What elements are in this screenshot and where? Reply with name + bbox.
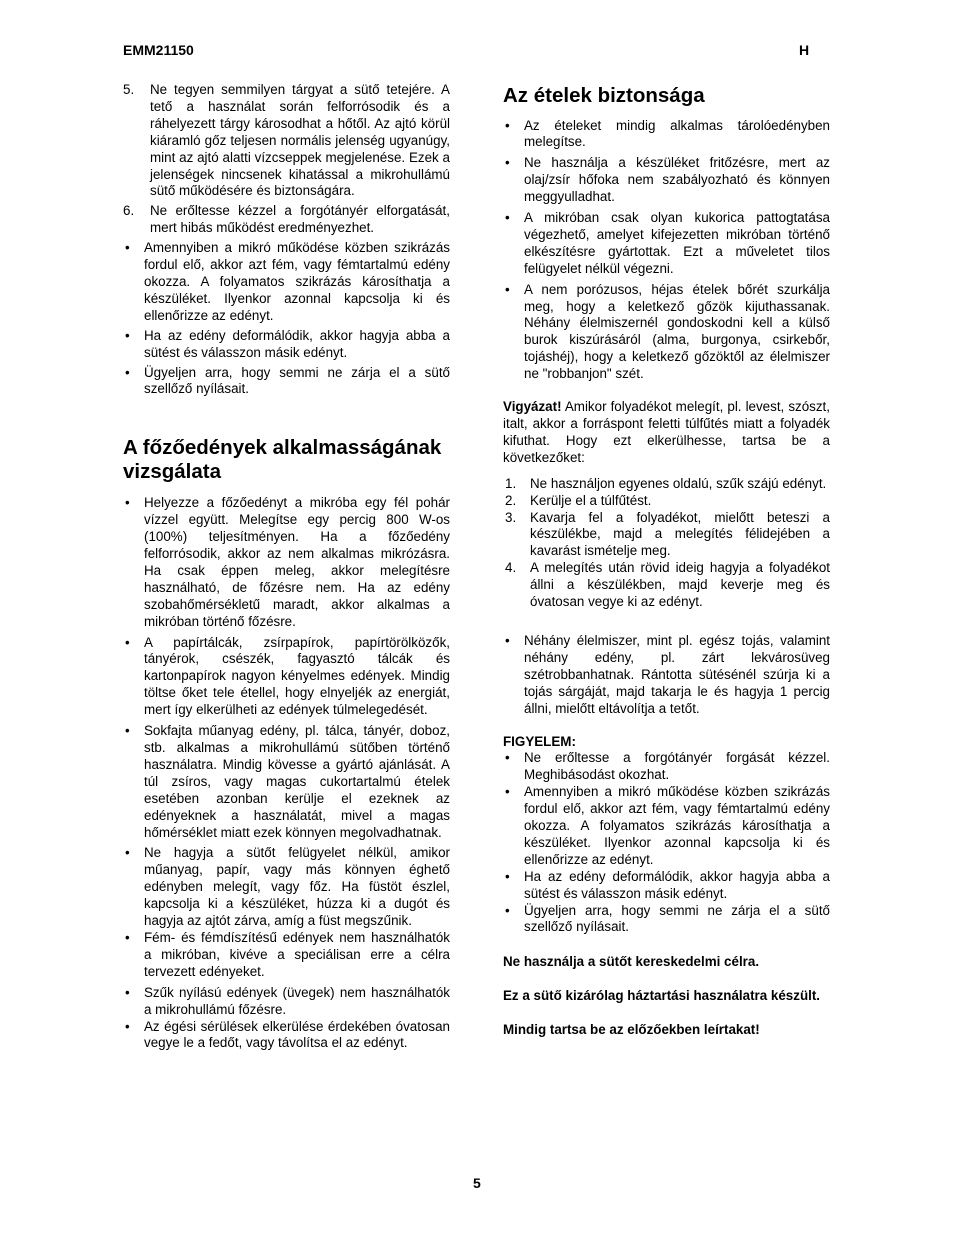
list-number: 2. — [505, 492, 517, 508]
bullet-icon: • — [505, 210, 510, 226]
list-item-text: A papírtálcák, zsírpapírok, papírtörölközők, tányérok, csészék, fagyasztó tálcák és kartonpapírok nagyon kényelmes edények. Mindig töltse őket tele étellel, hogy elnyeljék az energiát, mert így elkerülheti az edények túlmelegedését. — [144, 634, 450, 718]
list-number: 4. — [505, 560, 517, 576]
bullet-icon: • — [125, 240, 130, 256]
list-item-text: Ha az edény deformálódik, akkor hagyja abba a sütést és válasszon másik edényt. — [144, 327, 450, 360]
list-item-text: Amennyiben a mikró működése közben szikrázás fordul elő, akkor azt fém, vagy fémtartalmú edény okozza. A folyamatos szikrázás károsíthatja a készüléket. Ilyenkor azonnal kapcsolja ki és ellenőrizze az edényt. — [524, 784, 830, 867]
list-item — [123, 930, 450, 981]
bullet-icon: • — [505, 750, 510, 766]
list-item — [503, 633, 830, 718]
list-item-text: Néhány élelmiszer, mint pl. egész tojás, valamint néhány edény, pl. zárt lekvárosüveg szétrobbanhatnak. Rántotta sütésénél szúrja ki a tojás sárgáját, majd takarja le és hagyja 1 percig állni, mielőtt eltávolítja a tetőt. — [524, 632, 830, 716]
list-item — [123, 985, 450, 1019]
list-item-text: A nem porózusos, héjas ételek bőrét szurkálja meg, hogy a keletkező gőzök kijuthassanak. Néhány élelmiszernél gondoskodni kell a külső burok kiszúrásáról (alma, burgonya, csirkebőr, tojáshéj), hogy a keletkező gőzöktől az élelmiszer ne "robbanjon" szét. — [524, 281, 830, 382]
bullet-icon: • — [505, 902, 510, 918]
list-item-text: Ne erőltesse kézzel a forgótányér elforgatását, mert hibás működést eredményezhet. — [150, 203, 450, 236]
list-number: 3. — [505, 509, 517, 525]
bullet-icon: • — [505, 784, 510, 800]
list-item — [123, 845, 450, 930]
section-heading-cookware: A főzőedények alkalmasságának vizsgálata — [123, 436, 442, 483]
list-item — [123, 203, 450, 237]
bullet-icon: • — [505, 155, 510, 171]
right-bullet-list-2 — [503, 633, 830, 718]
bullet-icon: • — [125, 495, 130, 511]
bullet-icon: • — [125, 723, 130, 739]
left-bullet-list-2 — [123, 495, 450, 1052]
list-item — [123, 328, 450, 362]
list-item-text: Helyezze a főzőedényt a mikróba egy fél pohár vízzel együtt. Melegítse egy percig 800 W-os (100%) teljesítményen. Ha a főzőedény felforrósodik, akkor az nem alkalmas mikrózásra. Ha csak éppen meleg, akkor melegítésre használható, de főzésre nem. Ha az edény szobahőmérsékletű maradt, akkor alkalmas a mikróban történő főzésre. — [144, 495, 450, 629]
list-item — [503, 155, 830, 206]
list-item — [503, 476, 830, 493]
bullet-icon: • — [505, 868, 510, 884]
list-item — [123, 240, 450, 325]
list-item — [503, 560, 830, 611]
list-item-text: Fém- és fémdíszítésű edények nem használhatók a mikróban, kivéve a speciálisan erre a célra tervezett edényeket. — [144, 929, 450, 979]
list-item — [503, 510, 830, 561]
section-heading-food-safety: Az ételek biztonsága — [503, 84, 705, 107]
list-item — [123, 635, 450, 720]
right-bullet-list-1 — [503, 118, 830, 384]
left-bullet-list-1 — [123, 240, 450, 398]
commercial-use-notice: Ne használja a sütőt kereskedelmi célra. — [503, 954, 760, 970]
list-item — [503, 903, 830, 937]
list-item-text: Ügyeljen arra, hogy semmi ne zárja el a sütő szellőző nyílásait. — [524, 902, 830, 935]
bullet-icon: • — [505, 632, 510, 648]
bullet-icon: • — [505, 117, 510, 133]
list-item-text: Sokfajta műanyag edény, pl. tálca, tányér, doboz, stb. alkalmas a mikrohullámú sütőben történő használatra. Mindig kövesse a gyártó ajánlását. A túl zsíros, vagy magas cukortartalmú ételek esetében azonban kerülje el ezeknek az edényeknek a használatát, mivel a magas hőmérséklet miatt ezek könnyen megolvadhatnak. — [144, 723, 450, 840]
warning-label: Vigyázat! — [503, 399, 562, 415]
list-item-text: Az ételeket mindig alkalmas tárolóedényben melegítse. — [524, 117, 830, 150]
list-item-text: Amennyiben a mikró működése közben szikrázás fordul elő, akkor azt fém, vagy fémtartalmú edény okozza. A folyamatos szikrázás károsíthatja a készüléket. Ilyenkor azonnal kapcsolja ki és ellenőrizze az edényt. — [144, 240, 450, 323]
list-item-text: Ne használjon egyenes oldalú, szűk szájú edényt. — [530, 475, 827, 491]
bullet-icon: • — [125, 929, 130, 945]
list-item-text: Ügyeljen arra, hogy semmi ne zárja el a sütő szellőző nyílásait. — [144, 364, 450, 397]
follow-instructions-notice: Mindig tartsa be az előzőekben leírtakat! — [503, 1022, 760, 1038]
right-numbered-list — [503, 476, 830, 611]
list-item-text: Ne tegyen semmilyen tárgyat a sütő tetejére. A tető a használat során felforrósodik és a ráhelyezett tárgy károsodhat a hőtől. Az ajtó körül kiáramló gőz teljesen normális jelenség ugyanúgy, mint az ajtó alatti vízcseppek megjelenése. Ezek a jelenségek nincsenek kihatással a mikrohullámú sütő működésére és biztonságára. — [150, 82, 450, 199]
list-item — [123, 495, 450, 630]
left-column — [123, 82, 450, 1055]
page-number: 5 — [473, 1175, 481, 1191]
bullet-icon: • — [125, 984, 130, 1000]
right-bullet-list-3 — [503, 750, 830, 936]
warning-text: Amikor folyadékot melegít, pl. levest, szószt, italt, akkor a forráspont feletti túlfűtés miatt a folyadék kifuthat. Hogy ezt elkerülhesse, tartsa be a következőket: — [503, 399, 830, 465]
list-item — [123, 365, 450, 399]
list-number: 6. — [123, 203, 135, 219]
bullet-icon: • — [505, 281, 510, 297]
list-item-text: Ha az edény deformálódik, akkor hagyja abba a sütést és válasszon másik edényt. — [524, 868, 830, 901]
list-item-text: Az égési sérülések elkerülése érdekében óvatosan vegye le a fedőt, vagy távolítsa el az edényt. — [144, 1018, 450, 1051]
list-item — [503, 118, 830, 152]
list-item — [123, 723, 450, 841]
list-item-text: A melegítés után rövid ideig hagyja a folyadékot állni a készülékben, majd keverje meg és óvatosan vegye ki az edényt. — [530, 560, 830, 610]
attention-label: FIGYELEM: — [503, 733, 576, 749]
header-model: EMM21150 — [123, 42, 194, 58]
list-item — [503, 869, 830, 903]
list-number: 1. — [505, 475, 517, 491]
bullet-icon: • — [125, 1018, 130, 1034]
list-item-text: Kerülje el a túlfűtést. — [530, 492, 652, 508]
list-item — [503, 750, 830, 784]
list-item-text: Kavarja fel a folyadékot, mielőtt beteszi a készülékbe, majd a melegítés félidejében a kavarást ismételje meg. — [530, 509, 830, 559]
list-item — [503, 493, 830, 510]
list-item-text: Ne hagyja a sütőt felügyelet nélkül, amikor műanyag, papír, vagy más könnyen éghető edényben melegít, vagy főz. Ha füstöt észlel, kapcsolja ki a készüléket, húzza ki a dugót és hagyja az ajtót zárva, amíg a füst megszűnik. — [144, 845, 450, 929]
bullet-icon: • — [125, 634, 130, 650]
list-item — [503, 282, 830, 383]
warning-paragraph — [503, 399, 830, 467]
bullet-icon: • — [125, 845, 130, 861]
list-item-text: Szűk nyílású edények (üvegek) nem használhatók a mikrohullámú főzésre. — [144, 984, 450, 1017]
list-number: 5. — [123, 82, 135, 97]
list-item-text: Ne erőltesse a forgótányér forgását kézzel. Meghibásodást okozhat. — [524, 750, 830, 783]
header-language: H — [799, 42, 810, 58]
bullet-icon: • — [125, 364, 130, 380]
right-column — [503, 84, 830, 1039]
list-item-text: Ne használja a készüléket fritőzésre, mert az olaj/zsír hőfoka nem szabályozható és könnyen meggyulladhat. — [524, 155, 830, 205]
left-numbered-list — [123, 82, 450, 237]
household-use-notice: Ez a sütő kizárólag háztartási használatra készült. — [503, 988, 821, 1004]
list-item — [123, 1019, 450, 1053]
list-item — [503, 210, 830, 278]
list-item — [503, 784, 830, 869]
bullet-icon: • — [125, 327, 130, 343]
list-item-text: A mikróban csak olyan kukorica pattogtatása végezhető, amelyet kifejezetten mikróban történő elkészítésre gyártottak. Ezt a műveletet tilos felügyelet nélkül végezni. — [524, 210, 830, 276]
list-item — [123, 82, 450, 200]
